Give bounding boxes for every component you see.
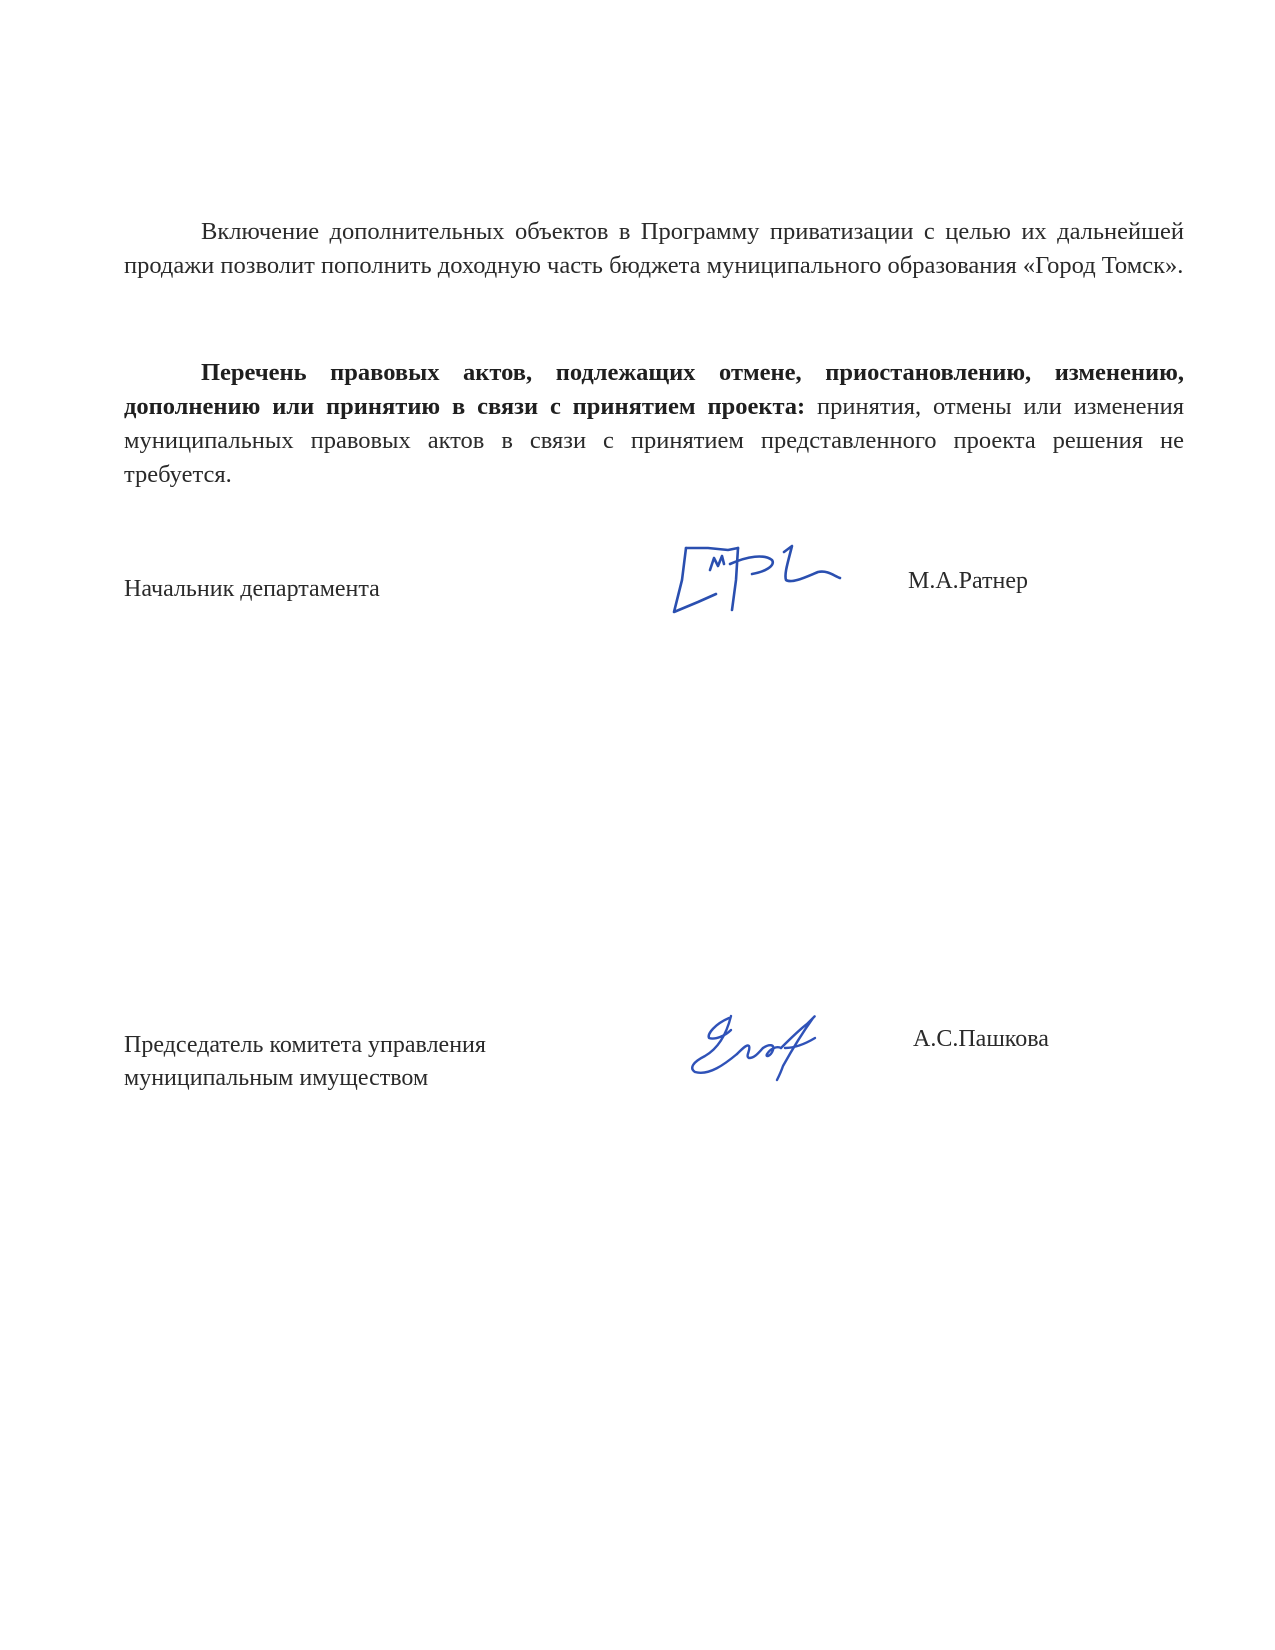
signatory-1-name: М.А.Ратнер: [908, 568, 1029, 594]
signatory-2-title-line-2: муниципальным имуществом: [124, 1065, 429, 1091]
signature-1-handwritten: [668, 540, 858, 620]
signatory-2-name: А.С.Пашкова: [913, 1026, 1049, 1052]
signatory-1-title-line: Начальник департамента: [124, 576, 380, 602]
paragraph-2-text: принятия, отмены или изменения муниципальных правовых актов в связи с принятием представленного проекта решения не требуется.: [124, 393, 1184, 488]
body-paragraph-1: Включение дополнительных объектов в Программу приватизации с целью их дальнейшей продажи позволит пополнить доходную часть бюджета муниципального образования «Город Томск».: [124, 218, 1184, 279]
body-paragraph-2: [124, 356, 1184, 492]
signatory-2-title-line-1: Председатель комитета управления: [124, 1032, 486, 1058]
signatory-1-title: [124, 573, 380, 606]
paragraph-2-bold-lead: Перечень правовых актов, подлежащих отмене, приостановлению, изменению, дополнению или принятию в связи с принятием проекта:: [124, 359, 1184, 420]
signature-2-handwritten: [685, 1004, 845, 1084]
signatory-2-title: [124, 1029, 486, 1095]
